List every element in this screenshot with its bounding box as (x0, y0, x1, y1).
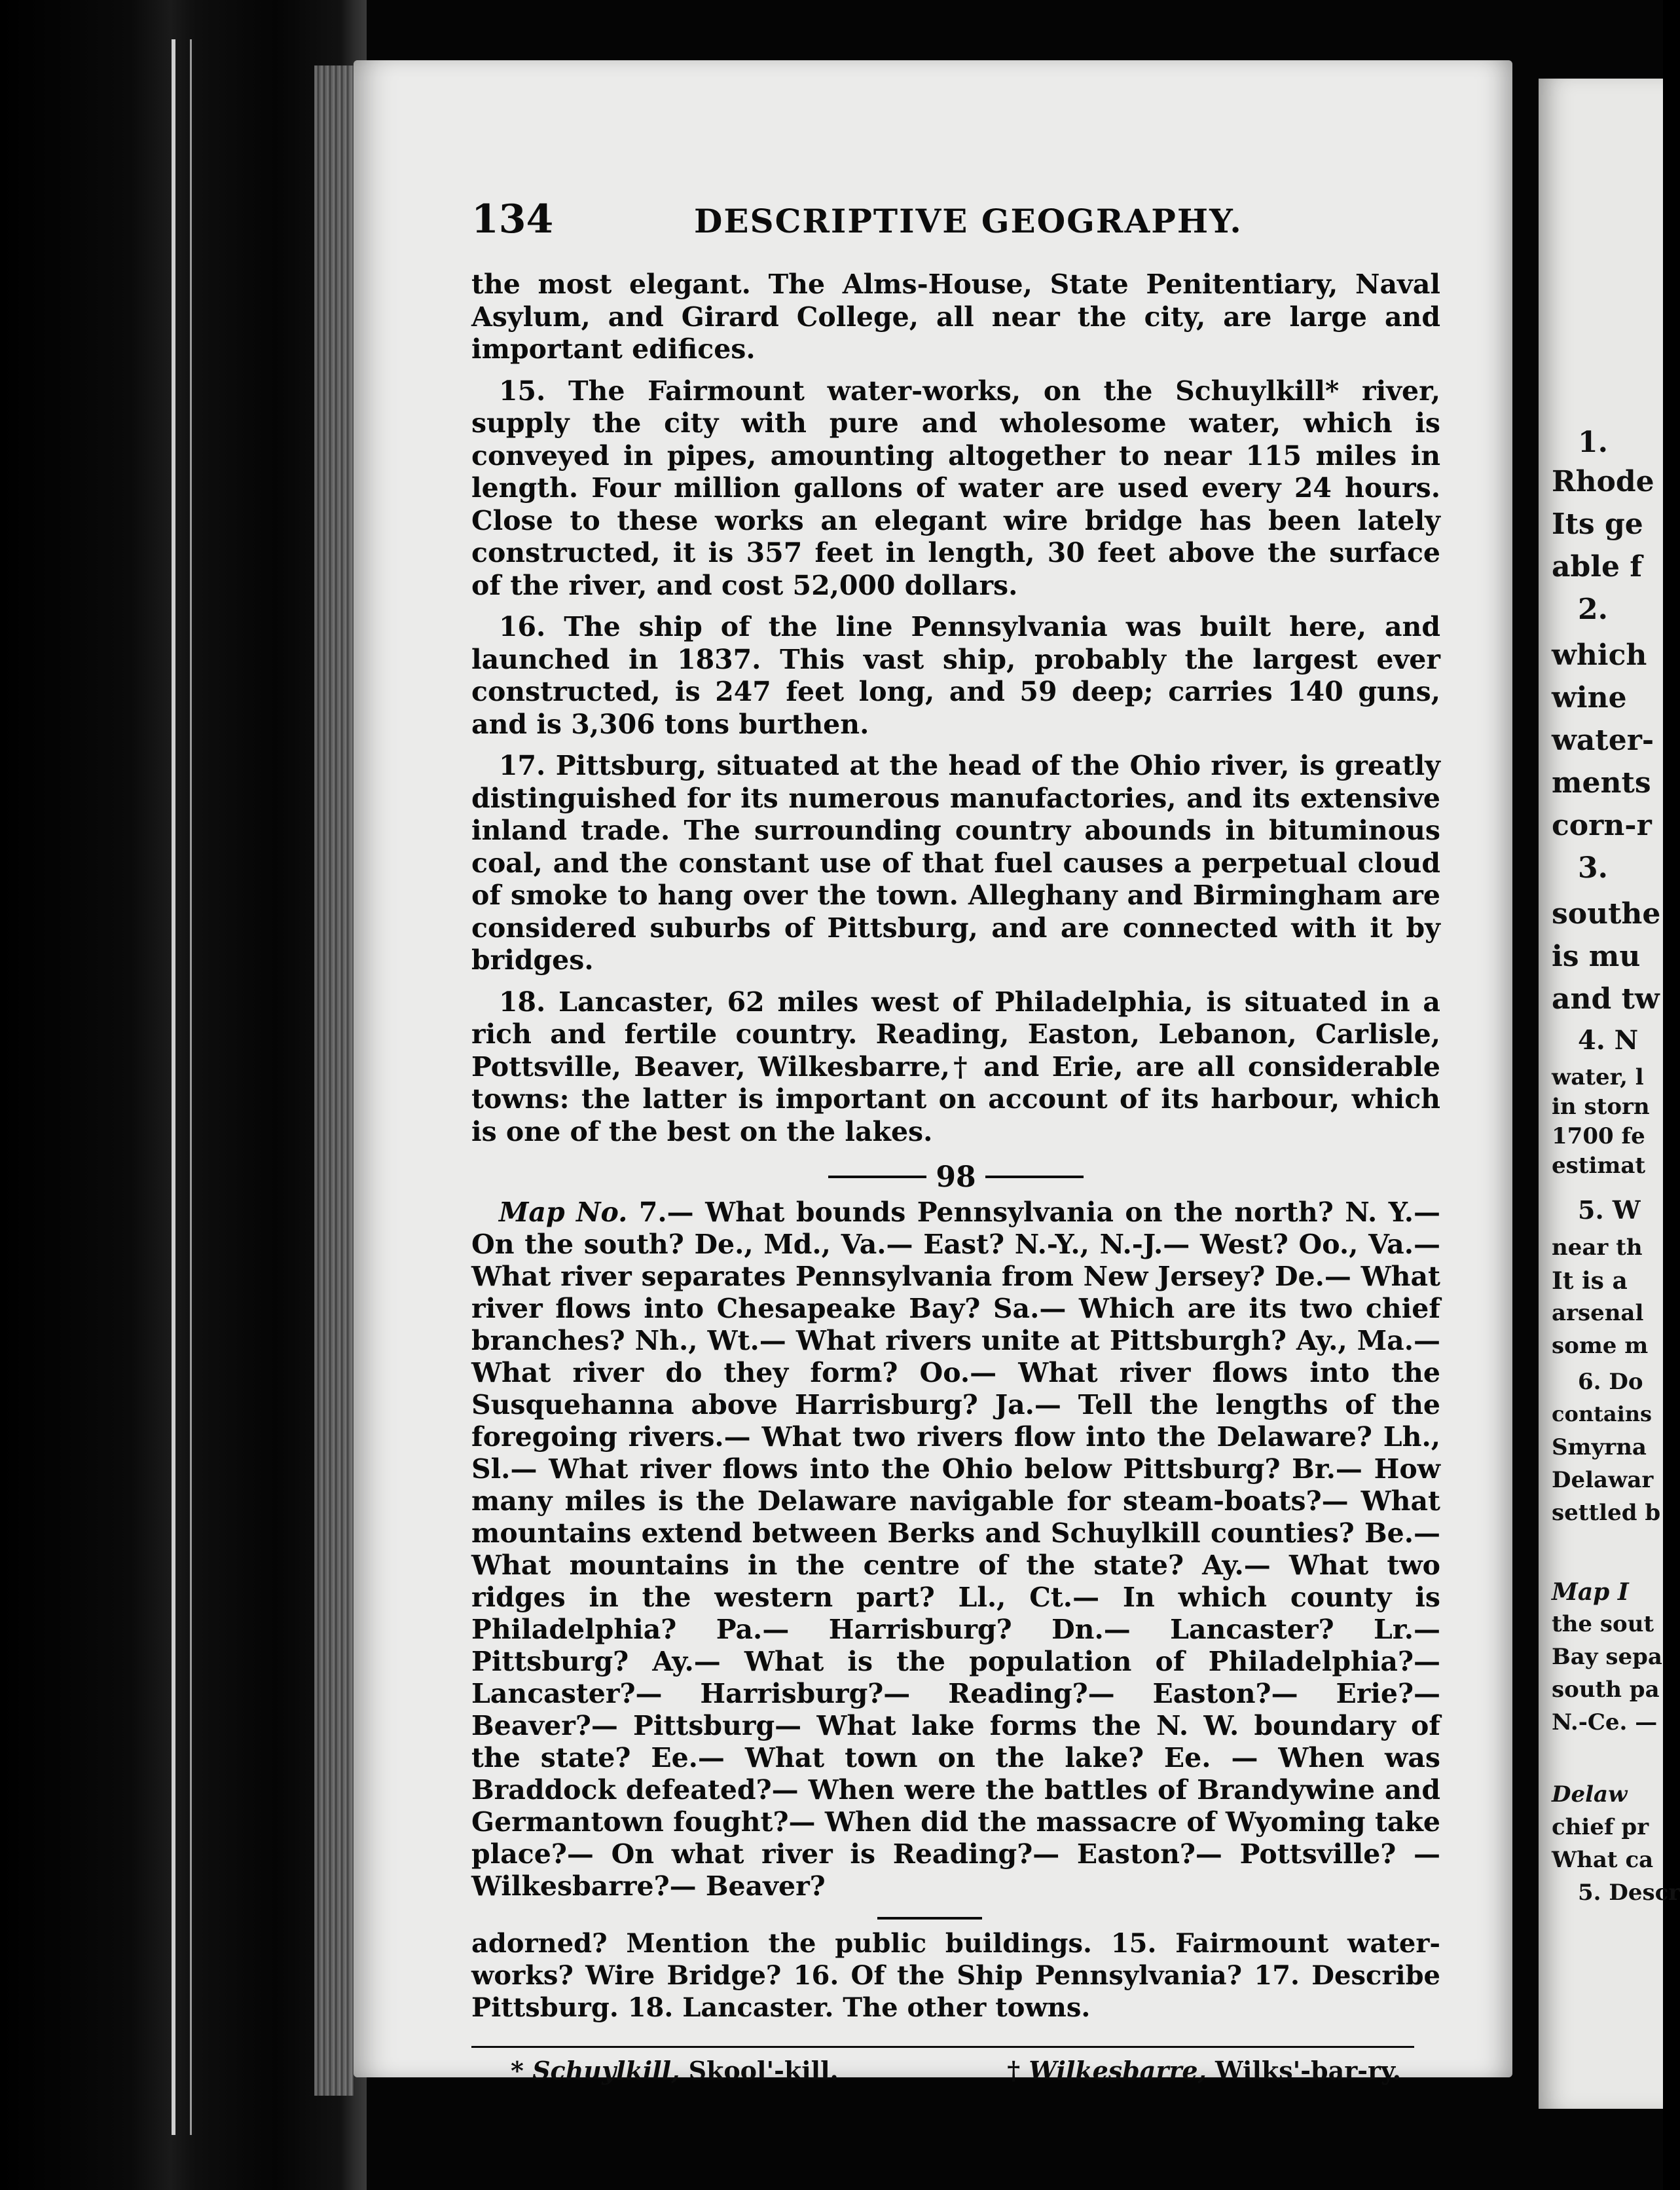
paragraph-17: 17. Pittsburg, situated at the head of the Ohio river, is greatly distinguished for its numerous manufactories, and its extensive inland trade. The surrounding country abounds in bituminous coal, and the constant use of that fuel causes a perpetual cloud of smoke to hang over the town. Alleghany and Birmingham are considered suburbs of Pittsburg, and are connected with it by bridges. (471, 750, 1440, 976)
right-page-fragment: corn-r (1552, 809, 1652, 842)
right-page-fragment: It is a (1552, 1267, 1628, 1295)
right-page-fragment: water, l (1552, 1064, 1644, 1090)
right-page-fragment: which (1552, 639, 1647, 672)
paragraph-15: 15. The Fairmount water-works, on the Schuylkill* river, supply the city with pure and wholesome water, which is conveyed in pipes, amounting altogether to near 115 miles in length. Four million gallons of water are used every 24 hours. Close to these works an elegant wire bridge has been lately constructed, it is 357 feet in length, 30 feet above the surface of the river, and cost 52,000 dollars. (471, 375, 1440, 601)
page-header (471, 196, 1440, 269)
paragraph-16: 16. The ship of the line Pennsylvania was built here, and launched in 1837. This vast ship, probably the largest ever constructed, is 247 feet long, and 59 deep; carries 140 guns, and is 3,306 tons burthen. (471, 611, 1440, 740)
right-page-fragment: 4. N (1578, 1025, 1639, 1056)
spine-edge-line (190, 39, 192, 2135)
paragraph-continuation: the most elegant. The Alms-House, State Penitentiary, Naval Asylum, and Girard College, all near the city, are large and important edifices. (471, 269, 1440, 365)
divider-rule-right (985, 1176, 1084, 1178)
right-page-fragment: N.-Ce. — (1552, 1709, 1658, 1735)
right-page-fragment: water- (1552, 724, 1654, 757)
paragraph-18: 18. Lancaster, 62 miles west of Philadelphia, is situated in a rich and fertile country. Reading, Easton, Lebanon, Carlisle, Pottsville, Beaver, Wilkesbarre,† and Erie, are all considerable towns: the latter is important on account of its harbour, which is one of the best on the lakes. (471, 986, 1440, 1147)
section-number: 98 (936, 1160, 976, 1194)
right-page-fragment: Bay sepa (1552, 1644, 1662, 1670)
footnote-schuylkill: * Schuylkill, Skool'-kill. (511, 2056, 839, 2085)
right-page-fragment: 5. Descr (1578, 1880, 1680, 1906)
right-page-fragment: settled b (1552, 1500, 1661, 1526)
right-page-fragment: Delaw (1552, 1781, 1628, 1808)
footnote-wilkesbarre: † Wilkesbarre, Wilks'-bar-ry. (1007, 2056, 1401, 2085)
right-page-fragment: 5. W (1578, 1195, 1641, 1225)
right-page-fragment: Delawar (1552, 1467, 1654, 1493)
right-page-fragment: chief pr (1552, 1814, 1649, 1840)
right-page-fragment: south pa (1552, 1677, 1660, 1703)
right-page-fragment: and tw (1552, 982, 1660, 1016)
right-page-fragment: the sout (1552, 1611, 1654, 1637)
running-head: DESCRIPTIVE GEOGRAPHY. (694, 202, 1243, 240)
review-questions: adorned? Mention the public buildings. 15. Fairmount water-works? Wire Bridge? 16. Of the Ship Pennsylvania? 17. Describe Pittsburg. 18. Lancaster. The other towns. (471, 1928, 1440, 2023)
right-page-fragment: Rhode (1552, 465, 1654, 498)
page-number: 134 (471, 196, 554, 242)
review-separator (877, 1917, 982, 1920)
map-label: Map No. (499, 1197, 628, 1228)
spine-edge-line (172, 39, 175, 2135)
right-page-fragment: arsenal (1552, 1300, 1644, 1326)
map-questions-text: 7.— What bounds Pennsylvania on the north? N. Y.— On the south? De., Md., Va.— East? N.-Y., N.-J.— West? Oo., Va.— What river separates Pennsylvania from New Jersey? De.— What river flows into Chesapeake Bay? Sa.— Which are its two chief branches? Nh., Wt.— What rivers unite at Pittsburgh? Ay., Ma.— What river do they form? Oo.— What river flows into the Susquehanna above Harrisburg? Ja.— Tell the lengths of the foregoing rivers.— What two rivers flow into the Delaware? Lh., Sl.— What river flows into the Ohio below Pittsburg? Br.— How many miles is the Delaware navigable for steam-boats?— What mountains extend between Berks and Schuylkill counties? Be.— What mountains in the centre of the state? Ay.— What two ridges in the western part? Ll., Ct.— In which county is Philadelphia? Pa.— Harrisburg? Dn.— Lancaster? Lr.— Pittsburg? Ay.— What is the population of Philadelphia?— Lancaster?— Harrisburg?— Reading?— Easton?— Erie?— Beaver?— Pittsburg— What lake forms the N. W. boundary of the state? Ee.— What town on the lake? Ee. — When was Braddock defeated?— When were the battles of Brandywine and Germantown fought?— When did the massacre of Wyoming take place?— On what river is Reading?— Easton?— Pottsville? — Wilkesbarre?— Beaver? (471, 1197, 1441, 1902)
right-page-fragment: near th (1552, 1234, 1643, 1261)
right-page-fragment: 3. (1578, 851, 1608, 885)
right-page-fragment: Smyrna (1552, 1434, 1647, 1460)
right-page-fragment: able f (1552, 550, 1643, 584)
right-page-fragment: 2. (1578, 593, 1608, 626)
right-page-fragment: contains (1552, 1401, 1653, 1426)
right-page-fragment: estimat (1552, 1153, 1646, 1179)
right-page-fragment: 1700 fe (1552, 1123, 1645, 1149)
right-page-fragment: some m (1552, 1333, 1649, 1359)
right-page-fragment: ments (1552, 766, 1651, 800)
right-page-fragment: Its ge (1552, 508, 1643, 541)
right-page-fragment: in storn (1552, 1094, 1650, 1120)
right-page-fragment: 1. (1578, 426, 1608, 459)
page-text (471, 196, 1440, 2085)
footnotes (471, 2056, 1440, 2085)
book-spine (0, 0, 367, 2190)
map-questions (471, 1197, 1440, 1902)
right-page-fragment: southe (1552, 897, 1661, 931)
footnote-rule (471, 2046, 1414, 2048)
right-page-fragment: 6. Do (1578, 1369, 1643, 1395)
right-page-fragment: wine (1552, 681, 1627, 715)
divider-rule-left (828, 1176, 926, 1178)
right-page-partial (1539, 79, 1680, 2109)
right-page-fragment: What ca (1552, 1847, 1654, 1873)
right-page-fragment: is mu (1552, 940, 1641, 973)
section-divider (471, 1157, 1440, 1197)
page-edges (314, 65, 354, 2096)
right-page-fragment: Map I (1552, 1578, 1629, 1606)
